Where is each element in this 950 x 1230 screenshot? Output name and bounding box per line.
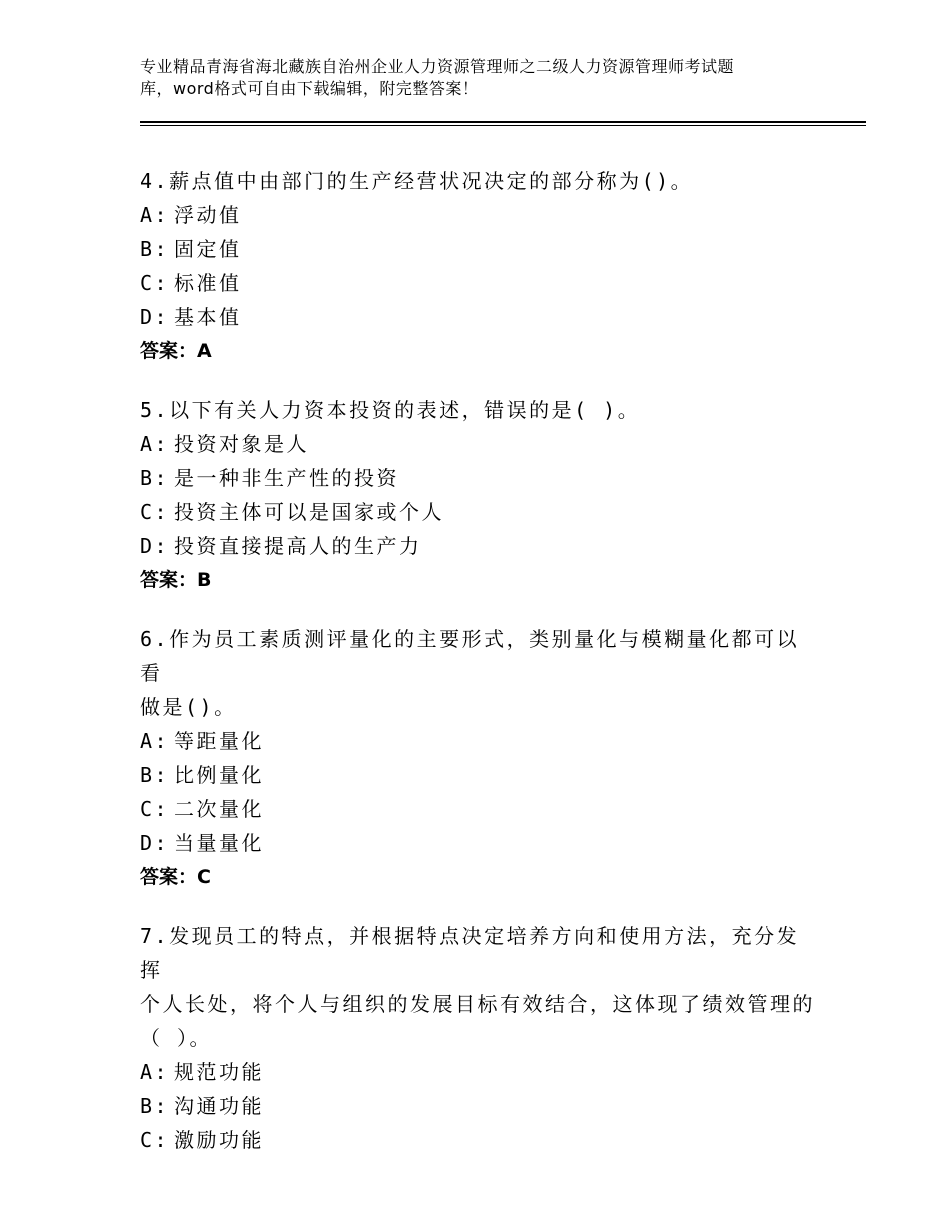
- option-item: [140, 266, 820, 300]
- option-text: 固定值: [174, 237, 242, 261]
- option-letter: C:: [140, 271, 170, 295]
- option-item: [140, 232, 820, 266]
- option-letter: B:: [140, 763, 170, 787]
- option-letter: D:: [140, 831, 170, 855]
- option-letter: D:: [140, 534, 170, 558]
- option-item: [140, 529, 820, 563]
- option-text: 二次量化: [174, 797, 264, 821]
- question-block: [140, 164, 820, 368]
- option-item: [140, 198, 820, 232]
- option-text: 浮动值: [174, 203, 242, 227]
- option-text: 投资直接提高人的生产力: [174, 534, 422, 558]
- option-text: 当量量化: [174, 831, 264, 855]
- option-item: [140, 1123, 820, 1157]
- answer-text: 答案：C: [140, 866, 211, 888]
- header-line-2: 库，word格式可自由下载编辑，附完整答案！: [140, 79, 479, 98]
- question-block: [140, 919, 820, 1157]
- option-letter: A:: [140, 432, 170, 456]
- question-block: [140, 622, 820, 894]
- question-text: 4.薪点值中由部门的生产经营状况决定的部分称为()。: [140, 169, 694, 193]
- question-block: [140, 393, 820, 597]
- question-text: 5.以下有关人力资本投资的表述，错误的是( )。: [140, 398, 641, 422]
- option-letter: A:: [140, 203, 170, 227]
- option-text: 激励功能: [174, 1128, 264, 1152]
- option-text: 比例量化: [174, 763, 264, 787]
- option-letter: A:: [140, 729, 170, 753]
- option-item: [140, 792, 820, 826]
- option-letter: B:: [140, 466, 170, 490]
- option-letter: B:: [140, 237, 170, 261]
- question-list: [140, 164, 820, 1182]
- answer-text: 答案：B: [140, 569, 212, 591]
- answer-text: 答案：A: [140, 340, 212, 362]
- header-divider: [140, 121, 866, 123]
- option-item: [140, 461, 820, 495]
- option-item: [140, 1055, 820, 1089]
- option-letter: C:: [140, 797, 170, 821]
- option-text: 规范功能: [174, 1060, 264, 1084]
- option-text: 是一种非生产性的投资: [174, 466, 399, 490]
- option-letter: C:: [140, 1128, 170, 1152]
- option-letter: C:: [140, 500, 170, 524]
- option-letter: A:: [140, 1060, 170, 1084]
- option-text: 投资对象是人: [174, 432, 309, 456]
- option-text: 等距量化: [174, 729, 264, 753]
- option-item: [140, 724, 820, 758]
- option-item: [140, 758, 820, 792]
- document-header: [140, 56, 830, 100]
- option-letter: B:: [140, 1094, 170, 1118]
- option-letter: D:: [140, 305, 170, 329]
- option-text: 标准值: [174, 271, 242, 295]
- question-text: （ ）。: [140, 1026, 213, 1050]
- option-item: [140, 427, 820, 461]
- option-item: [140, 826, 820, 860]
- option-text: 投资主体可以是国家或个人: [174, 500, 444, 524]
- question-text: 6.作为员工素质测评量化的主要形式，类别量化与模糊量化都可以看: [140, 627, 800, 685]
- option-text: 沟通功能: [174, 1094, 264, 1118]
- header-divider-thin: [140, 125, 866, 126]
- option-text: 基本值: [174, 305, 242, 329]
- header-line-1: 专业精品青海省海北藏族自治州企业人力资源管理师之二级人力资源管理师考试题: [140, 57, 735, 76]
- option-item: [140, 495, 820, 529]
- question-text: 个人长处，将个人与组织的发展目标有效结合，这体现了绩效管理的: [140, 992, 815, 1016]
- question-text: 7.发现员工的特点，并根据特点决定培养方向和使用方法，充分发挥: [140, 924, 800, 982]
- option-item: [140, 300, 820, 334]
- question-text: 做是()。: [140, 695, 237, 719]
- option-item: [140, 1089, 820, 1123]
